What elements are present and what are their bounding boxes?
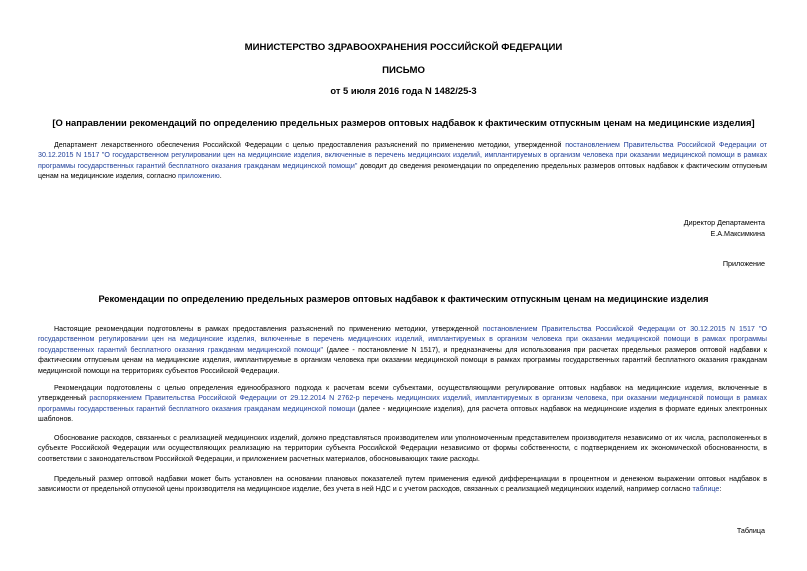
- signature-block: [684, 218, 765, 239]
- document-date-number: от 5 июля 2016 года N 1482/25-3: [330, 85, 477, 96]
- recommendations-paragraph-1: [38, 324, 767, 376]
- recommendations-paragraph-2: [38, 383, 767, 425]
- paragraph-text: .: [219, 172, 222, 181]
- signature-title: Директор Департамента: [683, 218, 765, 227]
- paragraph-text: (далее - медицинские изделия), для расчета оптовых надбавок на медицинские изделия в формате единых электронных шаблонов.: [38, 404, 767, 424]
- recommendations-paragraph-4: [38, 474, 767, 495]
- signature-name: Е.А.Максимкина: [710, 228, 765, 238]
- appendix-link[interactable]: приложению: [177, 172, 220, 181]
- document-type: ПИСЬМО: [382, 65, 425, 76]
- paragraph-text: доводит до сведения рекомендации по определению предельных размеров оптовых надбавок к фактическим отпускным ценам на медицинские изделия, согласно: [38, 161, 768, 181]
- order-2762-link[interactable]: распоряжением Правительства Российской Федерации от 29.12.2014 N 2762-р перечень медицинских изделий, имплантируемых в организм человека, при оказании медицинской помощи в рамках программы государственных гарантий бесплатного оказания гражданам медицинской помощи: [38, 394, 767, 413]
- resolution-1517-link[interactable]: постановлением Правительства Российской Федерации от 30.12.2015 N 1517 "О государственном регулировании цен на медицинские изделия, включенные в перечень медицинских изделий, имплантируемых в организм человека при оказании медицинской помощи в рамках программы государственных гарантий бесплатного оказания гражданам медицинской помощи": [38, 325, 767, 354]
- resolution-1517-link[interactable]: постановлением Правительства Российской Федерации от 30.12.2015 N 1517 "О государственном регулировании цен на медицинские изделия, включенные в перечень медицинских изделий, имплантируемых в организм человека при оказании медицинской помощи в рамках программы государственных гарантий бесплатного оказания гражданам медицинской помощи": [38, 141, 768, 170]
- appendix-label: Приложение: [722, 259, 765, 268]
- paragraph-text: :: [719, 485, 722, 494]
- paragraph-text: Настоящие рекомендации подготовлены в рамках предоставления разъяснений по применению методики, утвержденной: [54, 325, 483, 333]
- paragraph-text: Департамент лекарственного обеспечения Российской Федерации с целью предоставления разъяснений по применению методики, утвержденной: [54, 141, 566, 149]
- recommendations-title: Рекомендации по определению предельных размеров оптовых надбавок к фактическим отпускным ценам на медицинские изделия: [98, 294, 709, 304]
- document-subject: [О направлении рекомендаций по определению предельных размеров оптовых надбавок к фактическим отпускным ценам на медицинские изделия]: [52, 117, 755, 128]
- table-label: Таблица: [736, 526, 765, 535]
- recommendations-paragraph-3: Обоснование расходов, связанных с реализацией медицинских изделий, должно представляться производителем или уполномоченным представителем производителя независимо от их числа, расположенных в субъекте Российской Федерации или осуществляющих реализацию на территории субъекта Российской Федерации независимо от формы собственности, с подтверждением их экономической обоснованности, в соответствии с законодательством Российской Федерации, и приложением расчетных материалов, обосновывающих такие расходы.: [38, 434, 767, 463]
- table-link[interactable]: таблице: [692, 485, 720, 494]
- ministry-name: МИНИСТЕРСТВО ЗДРАВООХРАНЕНИЯ РОССИЙСКОЙ ФЕДЕРАЦИИ: [244, 42, 563, 53]
- paragraph-text: (далее - постановление N 1517), и предназначены для использования при расчетах предельных размеров оптовой надбавки к фактическим отпускным ценам на медицинские изделия, имплантируемые в организм человека при оказании медицинской помощи в рамках программы государственных гарантий бесплатного оказания гражданам медицинской помощи на территориях субъектов Российской Федерации.: [38, 345, 767, 375]
- paragraph-text: Рекомендации подготовлены с целью определения единообразного подхода к расчетам всеми субъектами, осуществляющими регулирование оптовых надбавок на медицинские изделия, включенные в утвержденный: [38, 384, 767, 403]
- letter-paragraph: [38, 140, 767, 182]
- paragraph-text: Предельный размер оптовой надбавки может быть установлен на основании плановых показателей путем применения единой дифференциации в процентном и денежном выражении оптовых надбавок в зависимости от предельной отпускной цены производителя на медицинское изделие, без учета в ней НДС и с учетом расходов, связанных с реализацией медицинских изделий, например согласно: [38, 475, 767, 494]
